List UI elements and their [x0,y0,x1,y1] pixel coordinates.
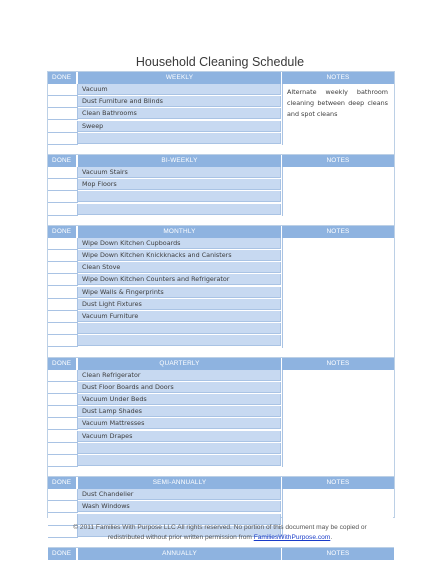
section-header-quarterly: QUARTERLY [78,358,282,370]
done-header: DONE [48,226,77,238]
task-row [48,311,282,323]
done-checkbox-cell[interactable] [48,108,78,120]
section-header-weekly: WEEKLY [78,72,282,84]
footer-end: . [330,534,333,541]
task-cell: Vacuum Mattresses [78,418,281,429]
task-cell: Wipe Down Kitchen Knickknacks and Canisters [78,250,281,261]
notes-box[interactable] [282,84,393,145]
done-checkbox-cell[interactable] [48,311,78,323]
copyright-footer [40,523,400,543]
task-cell: Clean Refrigerator [78,370,281,381]
done-checkbox-cell[interactable] [48,96,78,108]
section-header-semi-annually: SEMI-ANNUALLY [78,477,282,489]
section-header-bi-weekly: BI-WEEKLY [78,155,282,167]
task-cell [78,133,281,144]
section-spacer [48,467,394,477]
done-checkbox-cell[interactable] [48,418,78,430]
notes-box[interactable] [282,238,393,348]
task-row [48,501,282,513]
task-row [48,167,282,179]
done-checkbox-cell[interactable] [48,406,78,418]
section-header-monthly: MONTHLY [78,226,282,238]
section-spacer [48,348,394,358]
task-cell: Wipe Down Kitchen Counters and Refrigerator [78,274,281,285]
task-row [48,443,282,455]
task-row [48,370,282,382]
task-row [48,84,282,96]
done-header: DONE [48,548,77,560]
task-cell: Dust Furniture and Blinds [78,96,281,107]
done-checkbox-cell[interactable] [48,179,78,191]
task-row [48,287,282,299]
task-cell [78,204,281,215]
done-header: DONE [48,358,77,370]
task-cell: Dust Lamp Shades [78,406,281,417]
task-cell: Wipe Down Kitchen Cupboards [78,238,281,249]
task-cell: Dust Light Fixtures [78,299,281,310]
task-row [48,133,282,145]
notes-text [283,489,393,492]
task-row [48,262,282,274]
task-row [48,204,282,216]
section-spacer [48,145,394,155]
task-row [48,108,282,120]
task-row [48,431,282,443]
task-row [48,121,282,133]
notes-text [283,238,393,241]
task-row [48,335,282,347]
done-checkbox-cell[interactable] [48,250,78,262]
task-cell [78,323,281,334]
task-row [48,191,282,203]
done-checkbox-cell[interactable] [48,121,78,133]
done-checkbox-cell[interactable] [48,382,78,394]
done-checkbox-cell[interactable] [48,167,78,179]
task-cell: Wipe Walls & Fingerprints [78,287,281,298]
done-checkbox-cell[interactable] [48,287,78,299]
notes-header: NOTES [282,548,394,560]
notes-text [283,370,393,373]
done-checkbox-cell[interactable] [48,455,78,467]
notes-box[interactable] [282,167,393,216]
notes-header: NOTES [282,155,394,167]
done-checkbox-cell[interactable] [48,431,78,443]
task-cell: Clean Stove [78,262,281,273]
task-row [48,238,282,250]
task-row [48,489,282,501]
task-cell: Sweep [78,121,281,132]
footer-text-line2: redistributed without prior written permission from [107,534,252,541]
task-cell: Vacuum Furniture [78,311,281,322]
task-cell: Wash Windows [78,501,281,512]
notes-text [283,167,393,170]
task-row [48,179,282,191]
task-cell: Clean Bathrooms [78,108,281,119]
done-header: DONE [48,477,77,489]
done-checkbox-cell[interactable] [48,394,78,406]
section-header-annually: ANNUALLY [78,548,282,560]
notes-header: NOTES [282,226,394,238]
task-cell: Vacuum [78,84,281,95]
notes-header: NOTES [282,358,394,370]
task-row [48,406,282,418]
task-cell: Vacuum Stairs [78,167,281,178]
task-cell: Mop Floors [78,179,281,190]
task-cell: Vacuum Drapes [78,431,281,442]
notes-header: NOTES [282,477,394,489]
task-cell: Dust Chandelier [78,489,281,500]
task-row [48,382,282,394]
page-title: Household Cleaning Schedule [135,55,305,69]
section-spacer [48,216,394,226]
notes-text: Alternate weekly bathroom cleaning between deep cleans and spot cleans [287,88,388,118]
task-cell: Dust Floor Boards and Doors [78,382,281,393]
task-cell [78,335,281,346]
done-checkbox-cell[interactable] [48,489,78,501]
done-checkbox-cell[interactable] [48,133,78,145]
task-row [48,418,282,430]
done-checkbox-cell[interactable] [48,370,78,382]
done-header: DONE [48,72,77,84]
done-checkbox-cell[interactable] [48,299,78,311]
done-checkbox-cell[interactable] [48,238,78,250]
notes-box[interactable] [282,370,393,468]
done-checkbox-cell[interactable] [48,443,78,455]
task-cell [78,443,281,454]
done-checkbox-cell[interactable] [48,501,78,513]
task-row [48,96,282,108]
done-header: DONE [48,155,77,167]
done-checkbox-cell[interactable] [48,335,78,347]
task-row [48,455,282,467]
task-row [48,394,282,406]
task-row [48,274,282,286]
footer-text-line1: © 2011 Families With Purpose LLC All rights reserved. No portion of this document may be copied or [73,524,367,531]
done-checkbox-cell[interactable] [48,262,78,274]
task-row [48,250,282,262]
task-row [48,323,282,335]
done-checkbox-cell[interactable] [48,84,78,96]
families-with-purpose-link[interactable]: FamiliesWithPurpose.com [253,534,331,541]
task-row [48,299,282,311]
notes-header: NOTES [282,72,394,84]
done-checkbox-cell[interactable] [48,274,78,286]
task-cell: Vacuum Under Beds [78,394,281,405]
done-checkbox-cell[interactable] [48,323,78,335]
task-cell [78,191,281,202]
done-checkbox-cell[interactable] [48,204,78,216]
task-cell [78,455,281,466]
done-checkbox-cell[interactable] [48,191,78,203]
